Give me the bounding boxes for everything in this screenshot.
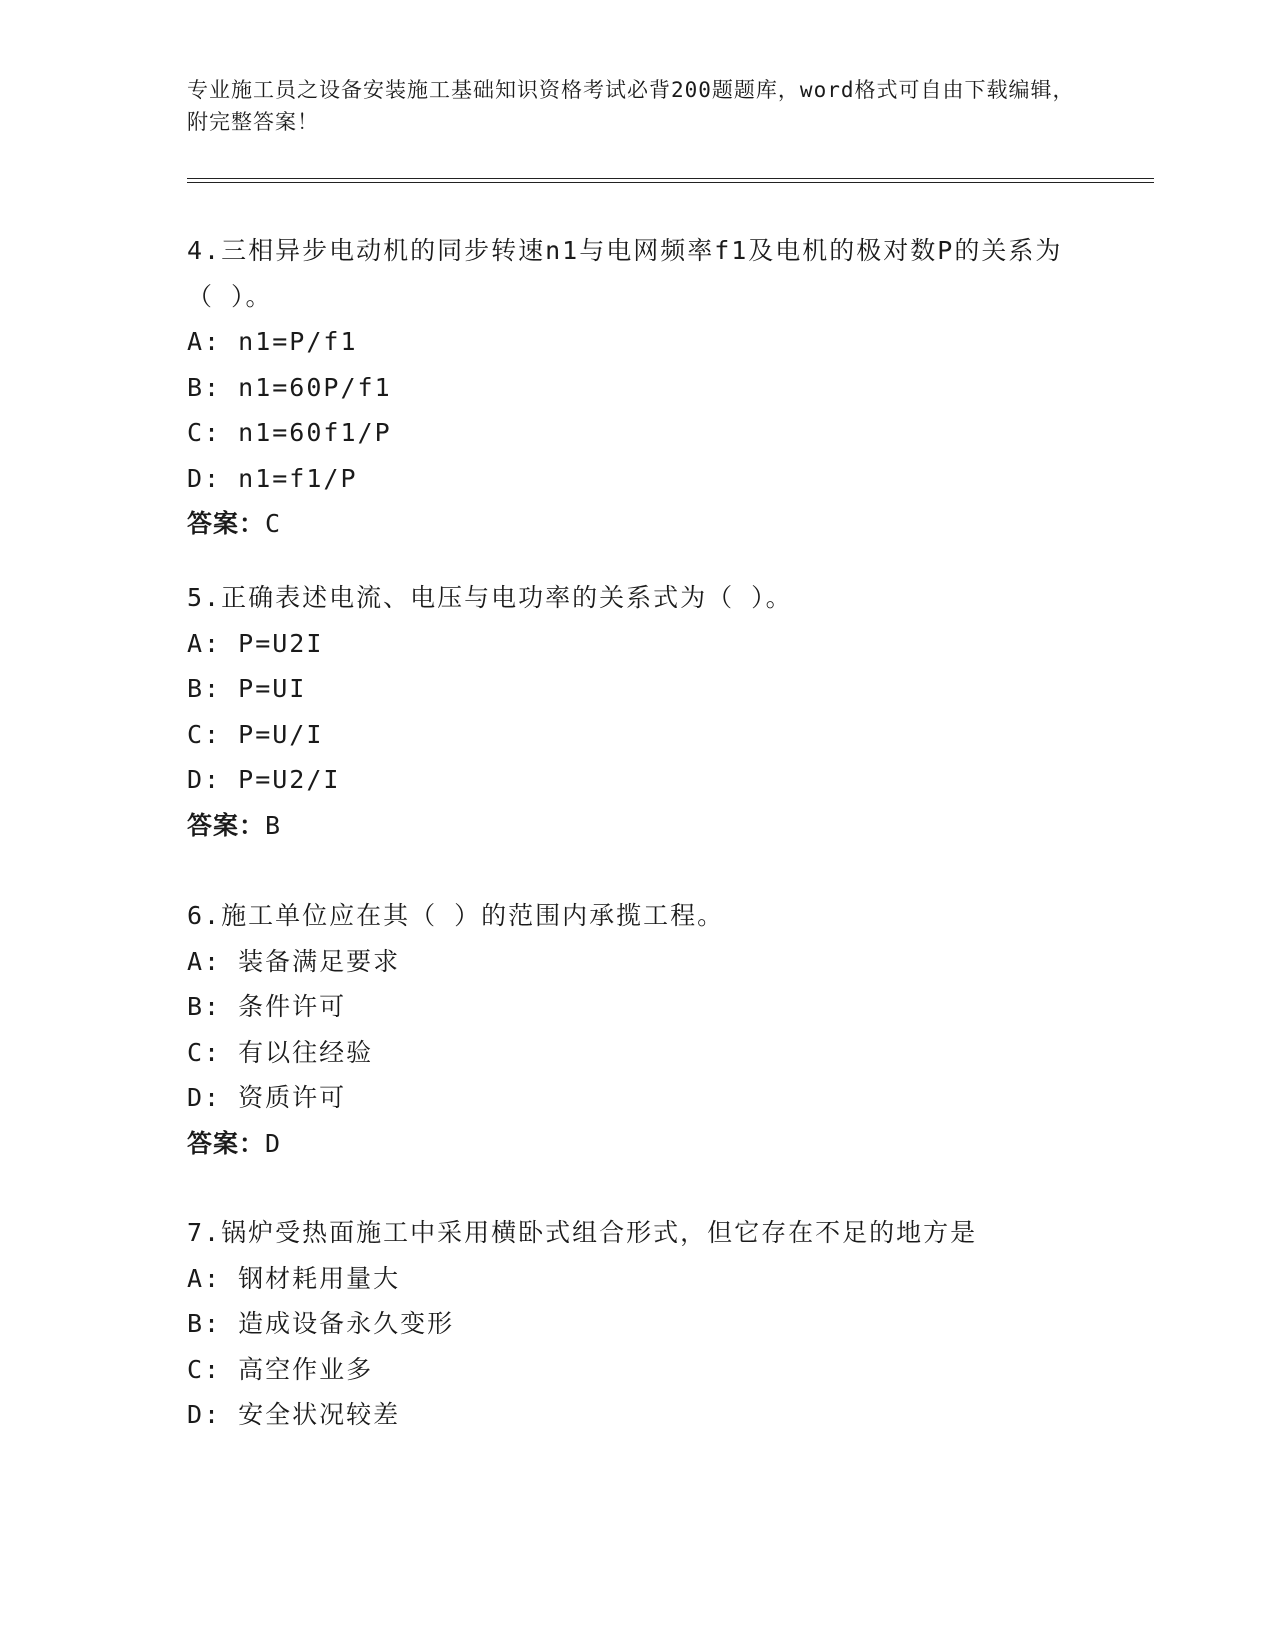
answer-label: 答案： xyxy=(187,810,266,840)
question-text: 5.正确表述电流、电压与电功率的关系式为（ ）。 xyxy=(187,583,793,612)
option-c: C: 高空作业多 xyxy=(187,1354,374,1384)
option-b: B: 造成设备永久变形 xyxy=(187,1309,455,1338)
question-4 xyxy=(187,228,1087,547)
header-divider-bottom xyxy=(187,182,1154,183)
option-c: C: n1=60f1/P xyxy=(187,418,392,447)
answer-line xyxy=(187,501,1087,547)
option-a: A: 装备满足要求 xyxy=(187,946,401,976)
option-c: C: P=U/I xyxy=(187,719,324,749)
answer-label: 答案： xyxy=(187,509,266,538)
question-text: 6.施工单位应在其（ ）的范围内承揽工程。 xyxy=(187,901,725,930)
option-d: D: 安全状况较差 xyxy=(187,1400,401,1429)
option-d: D: 资质许可 xyxy=(187,1083,347,1112)
option-b: B: 条件许可 xyxy=(187,992,347,1021)
option-a: A: 钢材耗用量大 xyxy=(187,1263,401,1293)
document-header: 专业施工员之设备安装施工基础知识资格考试必背200题题库，word格式可自由下载编辑，附完整答案！ xyxy=(187,78,1075,134)
answer-value: C xyxy=(265,509,282,538)
answer-line xyxy=(187,803,1087,849)
answer-line xyxy=(187,1121,1087,1167)
question-text: 4.三相异步电动机的同步转速n1与电网频率f1及电机的极对数P的关系为（ ）。 xyxy=(187,236,1063,311)
option-d: D: P=U2/I xyxy=(187,765,341,794)
option-a: A: n1=P/f1 xyxy=(187,327,358,356)
question-6 xyxy=(187,893,1087,1166)
option-b: B: P=UI xyxy=(187,674,307,703)
answer-label: 答案： xyxy=(187,1128,266,1158)
answer-value: B xyxy=(265,810,282,840)
header-divider-top xyxy=(187,178,1154,179)
question-7 xyxy=(187,1210,1087,1438)
option-d: D: n1=f1/P xyxy=(187,463,358,493)
option-b: B: n1=60P/f1 xyxy=(187,372,392,402)
question-5 xyxy=(187,575,1087,848)
answer-value: D xyxy=(265,1128,282,1158)
option-c: C: 有以往经验 xyxy=(187,1037,374,1067)
option-a: A: P=U2I xyxy=(187,628,324,658)
question-text: 7.锅炉受热面施工中采用横卧式组合形式，但它存在不足的地方是 xyxy=(187,1218,978,1247)
